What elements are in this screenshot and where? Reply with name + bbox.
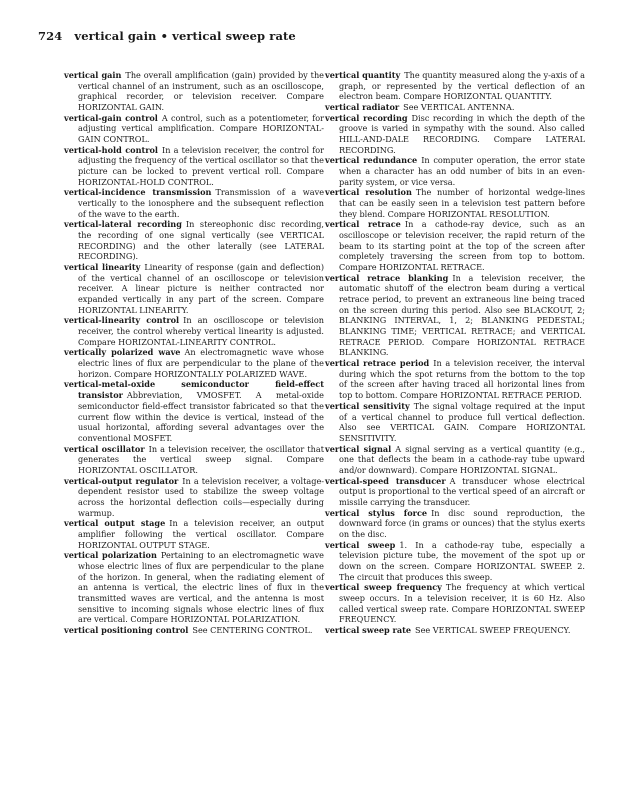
entry-term: vertical sensitivity [325, 400, 410, 411]
entry-term: vertical-output regulator [64, 475, 179, 486]
dictionary-entry [64, 113, 324, 145]
entry-definition: In a television receiver, the automatic shutoff of the electron beam during a vertical retrace period, to prevent an extraneous line being traced on the screen during this period. Also see BLACKOUT, 2; BLANKING INTERVAL, 1, 2; BLANKING PEDESTAL; BLANKING TIME; VERTICAL RETRACE; and VERTICAL RETRACE PERIOD. Compare HORIZONTAL RETRACE BLANKING. [339, 272, 586, 358]
entry-definition: In a television receiver, a voltage-dependent resistor used to stabilize the sweep voltage across the horizontal deflection coils—especially during warmup. [78, 475, 325, 518]
dictionary-entry [64, 550, 324, 625]
dictionary-entry [325, 219, 585, 272]
dictionary-entry [64, 262, 324, 315]
entry-definition: Disc recording in which the depth of the groove is varied in sympathy with the sound. Also called HILL-AND-DALE RECORDING. Compare LATERAL RECORDING. [339, 112, 585, 155]
entry-term: vertical sweep frequency [325, 582, 442, 593]
entry-term: vertical gain [64, 70, 122, 80]
entry-term: vertical positioning control [64, 624, 189, 635]
entry-term: vertical quantity [325, 70, 401, 80]
dictionary-entry [325, 358, 585, 401]
entry-definition: Abbreviation, VMOSFET. A metal-oxide semiconductor field-effect transistor fabricated so that the current flow within the device is vertical, instead of the usual horizontal, affording several advantages over the conventional MOSFET. [78, 390, 324, 443]
entry-term: vertical oscillator [64, 443, 145, 454]
dictionary-entry [64, 219, 324, 262]
entry-definition: The quantity measured along the y-axis of a graph, or represented by the vertical deflection of an electron beam. Compare HORIZONTAL QUANTITY. [339, 70, 585, 102]
entry-term: vertically polarized wave [64, 347, 181, 358]
dictionary-entry [325, 582, 585, 625]
entry-definition: See VERTICAL ANTENNA. [403, 102, 515, 113]
dictionary-entry [325, 540, 585, 583]
page-number: 724 [38, 29, 63, 43]
dictionary-entry [325, 113, 585, 156]
entry-definition: In stereophonic disc recording, the recording of one signal vertically (see VERTICAL RECORDING) and the other laterally (see LATERAL RECORDING). [78, 219, 324, 262]
dictionary-entry [64, 625, 324, 636]
entry-term: vertical sweep [325, 539, 396, 550]
dictionary-entry [64, 70, 324, 113]
dictionary-entry [325, 187, 585, 219]
dictionary-entry [325, 155, 585, 187]
dictionary-entry [325, 444, 585, 476]
entry-definition: In disc sound reproduction, the downward force (in grams or ounces) that the stylus exerts on the disc. [339, 507, 585, 539]
entry-definition: In an oscilloscope or television receiver, the control whereby vertical linearity is adjusted. Compare HORIZONTAL-LINEARITY CONTROL. [78, 315, 324, 347]
entry-definition: See VERTICAL SWEEP FREQUENCY. [415, 624, 571, 635]
entry-definition: Pertaining to an electromagnetic wave whose electric lines of flux are perpendicular to the plane of the horizon. In general, when the radiating element of an antenna is vertical, the electric lines of flux in the transmitted waves are vertical, and the antenna is most sensitive to incoming signals whose electric lines of flux are vertical. Compare HORIZONTAL POLARIZATION. [78, 550, 324, 625]
entry-definition: An electromagnetic wave whose electric lines of flux are perpendicular to the plane of the horizon. Compare HORIZONTALLY POLARIZED WAVE. [78, 347, 324, 379]
entry-definition: The signal voltage required at the input of a vertical channel to produce full vertical deflection. Also see VERTICAL GAIN. Compare HORIZONTAL SENSITIVITY. [339, 400, 585, 443]
dictionary-entry [64, 187, 324, 219]
dictionary-entry [64, 347, 324, 379]
entry-definition: 1. In a cathode-ray tube, especially a television picture tube, the movement of the spot up or down on the screen. Compare HORIZONTAL SWEEP. 2. The circuit that produces this sweep. [339, 539, 585, 582]
entry-definition: A signal serving as a vertical quantity (e.g., one that deflects the beam in a cathode-ray tube upward and/or downward). Compare HORIZONTAL SIGNAL. [339, 443, 585, 475]
entry-definition: A transducer whose electrical output is proportional to the vertical speed of an aircraft or missile carrying the transducer. [339, 475, 585, 507]
dictionary-entry [325, 625, 585, 636]
entry-term: vertical retrace period [325, 358, 430, 369]
dictionary-entry [325, 273, 585, 358]
entry-term: vertical retrace [325, 219, 401, 230]
entry-definition: In computer operation, the error state when a character has an odd number of bits in an even-parity system, or vice versa. [339, 155, 585, 187]
entry-term: vertical resolution [325, 187, 412, 198]
entry-definition: The overall amplification (gain) provided by the vertical channel of an instrument, such as an oscilloscope, graphical recorder, or television receiver. Compare HORIZONTAL GAIN. [78, 70, 324, 113]
entry-term: vertical-gain control [64, 112, 158, 123]
entry-term: vertical-metal-oxide semiconductor field-effect transistor [64, 379, 324, 401]
entry-definition: The frequency at which vertical sweep occurs. In a television receiver, it is 60 Hz. Also called vertical sweep rate. Compare HORIZONTAL SWEEP FREQUENCY. [339, 582, 585, 625]
entry-definition: Transmission of a wave vertically to the ionosphere and the subsequent reflection of the wave to the earth. [78, 187, 325, 219]
entry-term: vertical-lateral recording [64, 219, 182, 230]
entry-term: vertical linearity [64, 262, 141, 273]
entry-term: vertical output stage [64, 518, 166, 529]
entry-term: vertical signal [325, 443, 392, 454]
left-column [64, 70, 324, 636]
dictionary-entry [64, 315, 324, 347]
entry-definition: In a television receiver, the oscillator that generates the vertical sweep signal. Compare HORIZONTAL OSCILLATOR. [78, 443, 325, 475]
entry-definition: In a television receiver, an output amplifier following the vertical oscillator. Compare HORIZONTAL OUTPUT STAGE. [78, 518, 324, 550]
entry-term: vertical-linearity control [64, 315, 180, 326]
dictionary-entry [325, 476, 585, 508]
entry-term: vertical redundance [325, 155, 418, 166]
entry-term: vertical-incidence transmission [64, 187, 212, 198]
entry-definition: Linearity of response (gain and deflection) of the vertical channel of an oscilloscope or television receiver. A linear picture is neither contracted nor expanded vertically in any part of the screen. Compare HORIZONTAL LINEARITY. [78, 262, 325, 315]
entry-term: vertical-speed transducer [325, 475, 446, 486]
entry-term: vertical retrace blanking [325, 272, 449, 283]
entry-term: vertical-hold control [64, 144, 159, 155]
dictionary-entry [64, 379, 324, 443]
dictionary-entry [325, 508, 585, 540]
dictionary-entry [64, 444, 324, 476]
entry-term: vertical polarization [64, 550, 157, 561]
dictionary-entry [325, 102, 585, 113]
page-header [38, 29, 598, 43]
entry-definition: The number of horizontal wedge-lines that can be easily seen in a television test pattern before they blend. Compare HORIZONTAL RESOLUTION. [339, 187, 585, 219]
dictionary-entry [325, 70, 585, 102]
page-running-title: vertical gain • vertical sweep rate [74, 29, 296, 43]
entry-definition: In a television receiver, the control for adjusting the frequency of the vertical oscillator so that the picture can be locked to prevent vertical roll. Compare HORIZONTAL-HOLD CONTROL. [78, 144, 325, 187]
entry-term: vertical sweep rate [325, 624, 412, 635]
entry-term: vertical radiator [325, 102, 400, 113]
entry-term: vertical recording [325, 112, 408, 123]
entry-definition: In a television receiver, the interval during which the spot returns from the bottom to the top of the screen after having traced all horizontal lines from top to bottom. Compare HORIZONTAL RETRACE PERIOD. [339, 358, 585, 401]
entry-definition: A control, such as a potentiometer, for adjusting vertical amplification. Compare HORIZONTAL-GAIN CONTROL. [78, 112, 325, 145]
dictionary-entry [64, 145, 324, 188]
entry-definition: In a cathode-ray device, such as an oscilloscope or television receiver, the rapid return of the beam to its starting point at the top of the screen after completely traversing the screen from top to bottom. Compare HORIZONTAL RETRACE. [339, 219, 585, 273]
entry-term: vertical stylus force [325, 507, 428, 518]
dictionary-entry [325, 401, 585, 444]
right-column [325, 70, 585, 636]
entry-definition: See CENTERING CONTROL. [192, 624, 313, 635]
dictionary-entry [64, 476, 324, 519]
dictionary-entry [64, 518, 324, 550]
